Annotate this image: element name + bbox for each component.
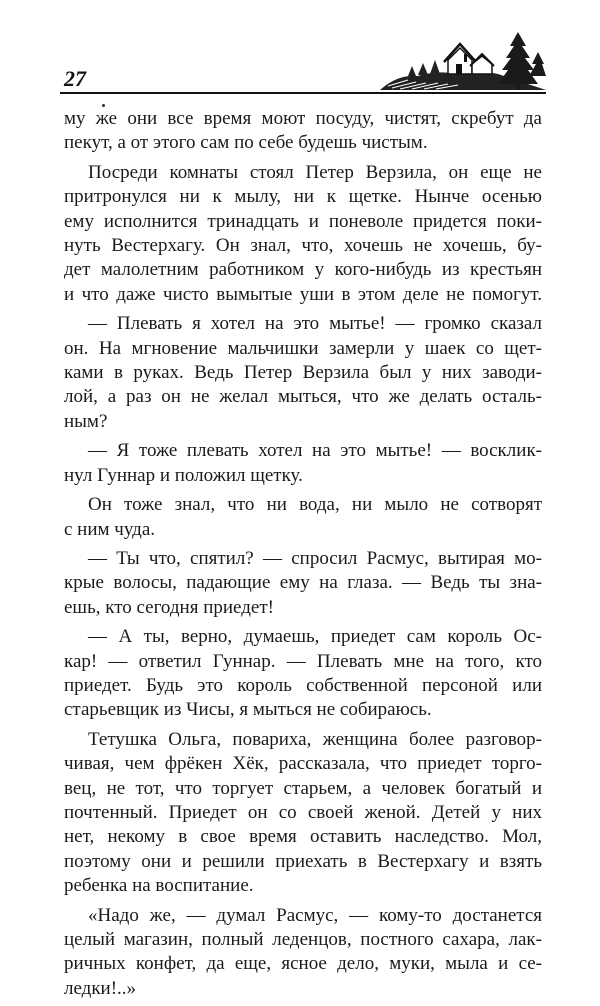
- text-line: — Ты что, спятил? — спросил Расмус, вытирая мо-: [88, 547, 542, 569]
- text-line: нуть Вестерхагу. Он знал, что, хочешь не хочешь, бу-: [64, 235, 542, 257]
- text-line: с ним чуда.: [64, 518, 156, 540]
- text-line: старьевщик из Чисы, я мыться не собираюсь.: [64, 699, 432, 721]
- text-line: лой, а раз он не желал мыться, что же делать осталь-: [64, 386, 542, 408]
- text-line: ему исполнится тринадцать и поневоле придется поки-: [64, 210, 542, 232]
- text-line: ричных конфет, да еще, ясное дело, муки, мыла и се-: [64, 953, 542, 975]
- text-line: притронулся ни к мылу, ни к щетке. Нынче осенью: [64, 186, 542, 208]
- text-line: и что даже чисто вымытые уши в этом деле не помогут.: [64, 283, 542, 305]
- body-text: [64, 107, 542, 1006]
- text-line: ребенка на воспитание.: [64, 875, 254, 897]
- text-line: — А ты, верно, думаешь, приедет сам король Ос-: [88, 626, 542, 648]
- text-line: целый магазин, полный леденцов, постного сахара, лак-: [64, 929, 542, 950]
- text-line: ным?: [64, 410, 108, 432]
- paragraph: [64, 161, 542, 307]
- text-line: он. На мгновение мальчишки замерли у шаек со щет-: [64, 337, 542, 359]
- text-line: «Надо же, — думал Расмус, — кому-то достанется: [88, 904, 542, 926]
- text-line: приедет. Будь это король собственной персоной или: [64, 674, 542, 696]
- text-line: Посреди комнаты стоял Петер Верзила, он еще не: [88, 161, 542, 183]
- paragraph: [64, 547, 542, 620]
- text-line: почтенный. Приедет он со своей женой. Детей у них: [64, 801, 542, 823]
- paragraph: [64, 728, 542, 899]
- text-line: вец, не тот, что торгует старьем, а человек богатый и: [64, 777, 542, 799]
- page-number: 27: [64, 66, 86, 91]
- text-line: — Плевать я хотел на это мытье! — громко сказал: [88, 313, 542, 335]
- text-line: чивая, чем фрёкен Хёк, рассказала, что приедет торго-: [64, 753, 542, 775]
- paragraph: [64, 312, 542, 434]
- text-line: нул Гуннар и положил щетку.: [64, 464, 303, 486]
- text-line: му же они все время моют посуду, чистят, скребут да: [64, 108, 542, 129]
- text-line: кар! — ответил Гуннар. — Плевать мне на того, кто: [64, 650, 542, 672]
- text-line: ешь, кто сегодня приедет!: [64, 596, 274, 618]
- text-line: Тетушка Ольга, повариха, женщина более разговор-: [88, 728, 542, 750]
- text-line: дет малолетним работником у кого-нибудь из крестьян: [64, 259, 542, 281]
- text-line: — Я тоже плевать хотел на это мытье! — восклик-: [88, 440, 542, 462]
- paragraph: [64, 107, 542, 156]
- text-line: пекут, а от этого сам по себе будешь чистым.: [64, 132, 428, 154]
- landscape-vignette-icon: [378, 30, 546, 94]
- text-line: ками в руках. Ведь Петер Верзила был у них заводи-: [64, 362, 542, 384]
- text-line: поэтому они и решили приехать в Вестерхагу и взять: [64, 850, 542, 872]
- paragraph: [64, 439, 542, 488]
- text-line: ледки!..»: [64, 977, 137, 999]
- text-line: крые волосы, падающие ему на глаза. — Ведь ты зна-: [64, 572, 542, 594]
- text-line: Он тоже знал, что ни вода, ни мыло не сотворят: [88, 494, 542, 516]
- header-rule: [60, 92, 546, 94]
- paragraph: [64, 625, 542, 723]
- paragraph: [64, 493, 542, 542]
- text-line: нет, некому в свое время оставить наследство. Мол,: [64, 826, 542, 848]
- paragraph: [64, 904, 542, 1002]
- page-header: [60, 30, 546, 98]
